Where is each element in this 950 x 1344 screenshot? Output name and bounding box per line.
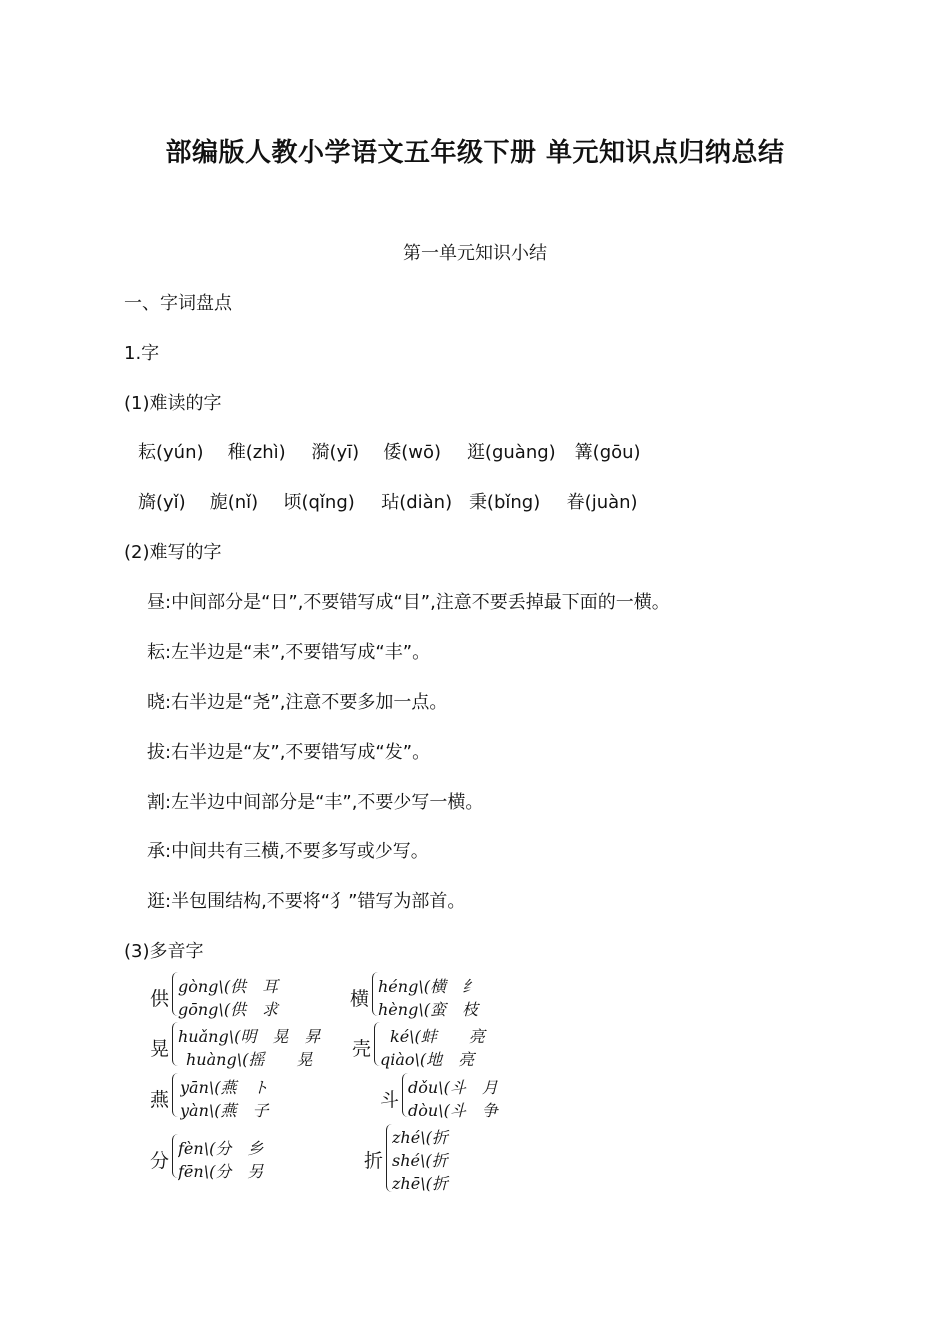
hard-write-item: 承:中间共有三横,不要多写或少写。 (147, 841, 429, 862)
polyphonic-char: 斗 (380, 1089, 400, 1111)
polyphonic-char: 燕 (150, 1089, 170, 1111)
pinyin-reading: yān\(燕 ト (180, 1078, 269, 1097)
pinyin-reading: dòu\(斗 争 (408, 1101, 498, 1120)
polyphonic-heading: (3)多音字 (124, 941, 204, 962)
hard-read-row-1 (138, 438, 641, 464)
pinyin-reading: héng\(横 纟 (378, 977, 478, 996)
polyphonic-char: 横 (350, 988, 370, 1010)
polyphonic-char: 供 (150, 988, 170, 1010)
hard-write-item: 逛:半包围结构,不要将“犭”错写为部首。 (147, 891, 466, 912)
section-heading: 一、字词盘点 (124, 293, 232, 314)
hard-write-item: 昼:中间部分是“日”,不要错写成“目”,注意不要丢掉最下面的一横。 (147, 592, 670, 613)
char-pinyin: 稚(zhì) (227, 442, 286, 463)
pinyin-reading: huǎng\(明 晃 昇 (178, 1027, 321, 1046)
subsection-heading: 1.字 (124, 343, 160, 364)
char-pinyin: 漪(yī) (311, 442, 360, 463)
char-pinyin: 篝(gōu) (574, 442, 641, 463)
pinyin-reading: qiào\(地 亮 (380, 1050, 475, 1069)
polyphonic-char: 壳 (352, 1038, 372, 1060)
hard-write-item: 割:左半边中间部分是“丰”,不要少写一横。 (147, 792, 484, 813)
char-pinyin: 秉(bǐng) (468, 492, 541, 513)
polyphonic-char: 折 (364, 1150, 384, 1172)
char-pinyin: 旖(yǐ) (138, 492, 186, 513)
char-pinyin: 倭(wō) (383, 442, 441, 463)
unit-subtitle: 第一单元知识小结 (403, 243, 547, 264)
document-title: 部编版人教小学语文五年级下册 单元知识点归纳总结 (165, 138, 785, 168)
hard-write-item: 晓:右半边是“尧”,注意不要多加一点。 (147, 692, 448, 713)
pinyin-reading: yàn\(燕 子 (180, 1101, 269, 1120)
brace-mark (172, 1073, 179, 1117)
char-pinyin: 旎(nǐ) (209, 492, 259, 513)
char-pinyin: 眷(juàn) (566, 492, 638, 513)
hard-read-row-2 (138, 488, 638, 514)
char-pinyin: 逛(guàng) (466, 442, 556, 463)
char-pinyin: 玷(diàn) (381, 492, 453, 513)
hard-write-heading: (2)难写的字 (124, 542, 222, 563)
polyphonic-char: 晃 (150, 1038, 170, 1060)
pinyin-reading: shé\(折 (392, 1151, 448, 1170)
hard-write-item: 耘:左半边是“耒”,不要错写成“丰”。 (147, 642, 431, 663)
hard-write-item: 拔:右半边是“友”,不要错写成“发”。 (147, 742, 431, 763)
pinyin-reading: dǒu\(斗 月 (408, 1078, 498, 1097)
polyphonic-char: 分 (150, 1150, 170, 1172)
pinyin-reading: fèn\(分 乡 (178, 1139, 264, 1158)
char-pinyin: 耘(yún) (138, 442, 204, 463)
char-pinyin: 顷(qǐng) (283, 492, 355, 513)
pinyin-reading: gòng\(供 耳 (178, 977, 279, 996)
pinyin-reading: hèng\(蛮 枝 (378, 1000, 478, 1019)
pinyin-reading: fēn\(分 另 (178, 1162, 264, 1181)
pinyin-reading: gōng\(供 求 (178, 1000, 279, 1019)
pinyin-reading: ké\(蚌 亮 (390, 1027, 485, 1046)
hard-read-heading: (1)难读的字 (124, 393, 222, 414)
pinyin-reading: huàng\(摇 晃 (186, 1050, 313, 1069)
pinyin-reading: zhé\(折 (392, 1128, 448, 1147)
pinyin-reading: zhē\(折 (392, 1174, 448, 1193)
